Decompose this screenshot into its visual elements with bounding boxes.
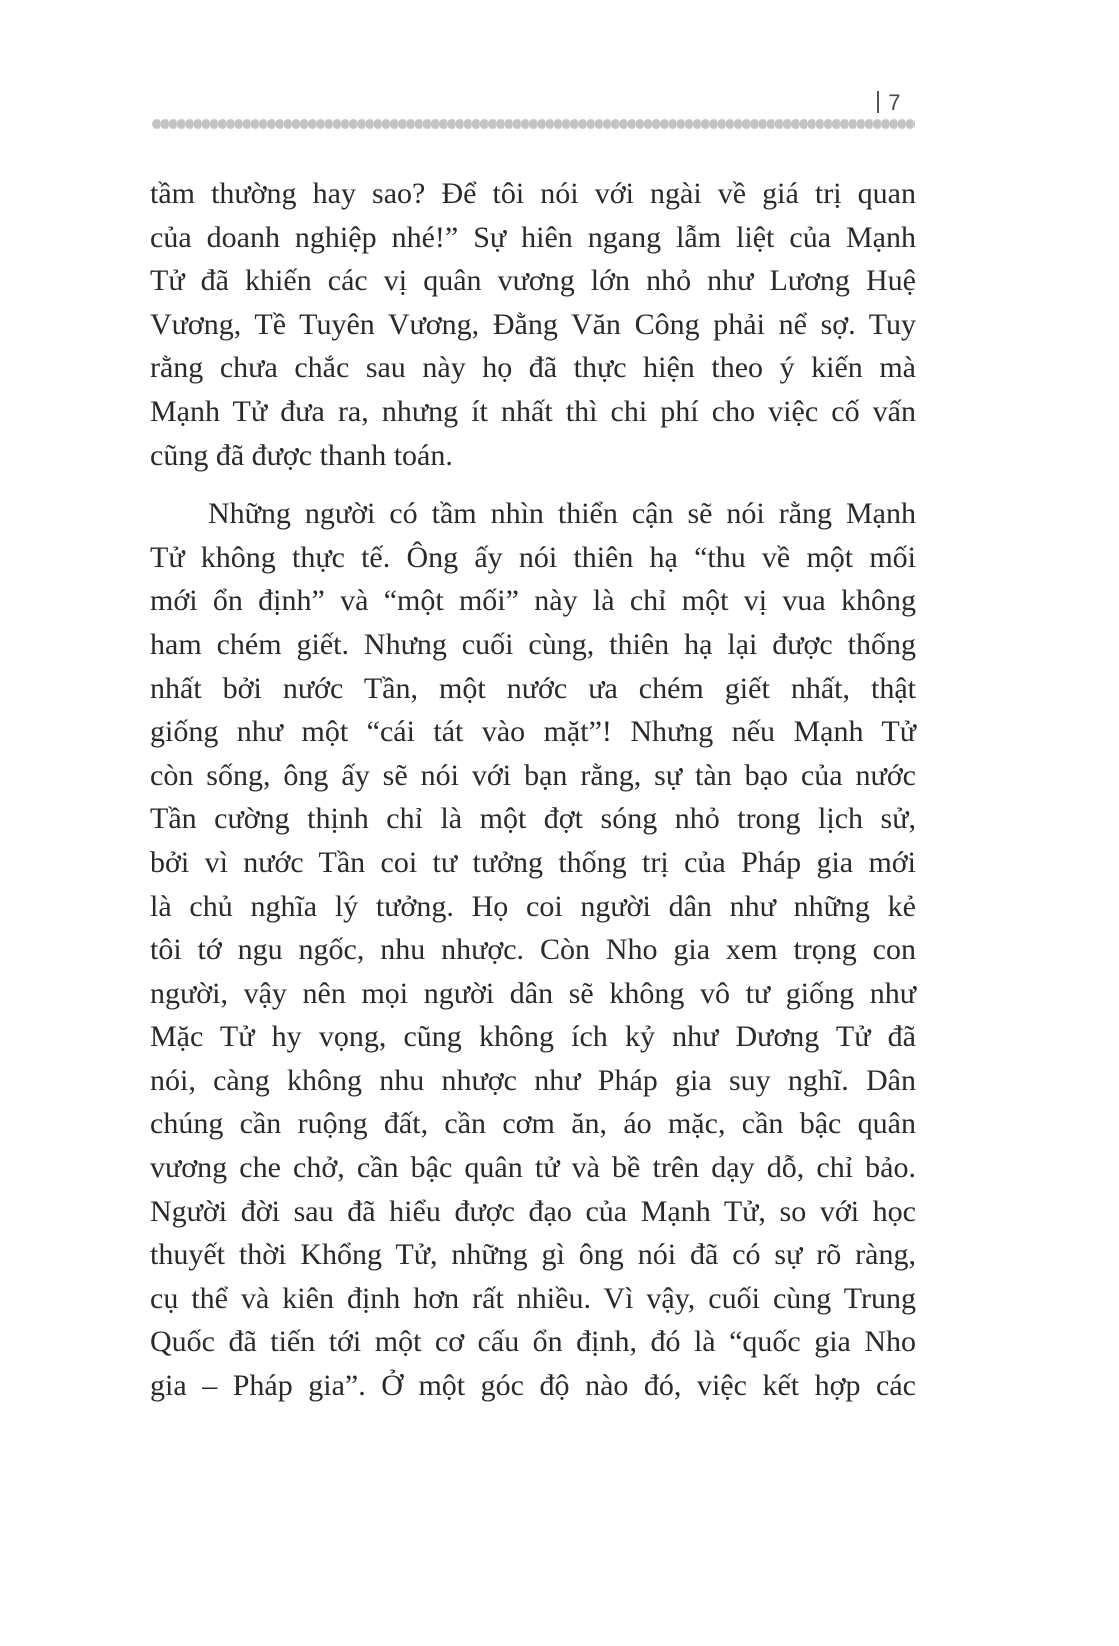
text-line: là chủ nghĩa lý tưởng. Họ coi người dân như những kẻ <box>150 889 916 923</box>
text-line: còn sống, ông ấy sẽ nói với bạn rằng, sự tàn bạo của nước <box>150 758 916 792</box>
text-line: vương che chở, cần bậc quân tử và bề trên dạy dỗ, chỉ bảo. <box>150 1151 916 1185</box>
text-line: bởi vì nước Tần coi tư tưởng thống trị của Pháp gia mới <box>150 845 916 879</box>
dotted-rule <box>152 118 915 130</box>
page-number-value: 7 <box>888 90 901 115</box>
text-line: Tần cường thịnh chỉ là một đợt sóng nhỏ trong lịch sử, <box>150 802 916 836</box>
text-line: nói, càng không nhu nhược như Pháp gia suy nghĩ. Dân <box>150 1063 916 1097</box>
text-line: người, vậy nên mọi người dân sẽ không vô tư giống như <box>150 976 916 1010</box>
text-line: mới ổn định” và “một mối” này là chỉ một vị vua không <box>150 584 916 618</box>
page-number <box>877 90 901 116</box>
text-line: thuyết thời Khổng Tử, những gì ông nói đã có sự rõ ràng, <box>150 1238 916 1272</box>
text-line: Người đời sau đã hiểu được đạo của Mạnh Tử, so với học <box>150 1194 916 1228</box>
text-line: nhất bởi nước Tần, một nước ưa chém giết nhất, thật <box>150 671 916 705</box>
separator-bar <box>877 91 879 113</box>
text-line: Vương, Tề Tuyên Vương, Đằng Văn Công phải nể sợ. Tuy <box>150 307 916 341</box>
text-line: Quốc đã tiến tới một cơ cấu ổn định, đó là “quốc gia Nho <box>150 1325 916 1359</box>
text-line: ham chém giết. Nhưng cuối cùng, thiên hạ lại được thống <box>150 627 916 661</box>
text-line: rằng chưa chắc sau này họ đã thực hiện theo ý kiến mà <box>150 351 916 385</box>
paragraph-2 <box>150 492 916 1407</box>
text-line: cụ thể và kiên định hơn rất nhiều. Vì vậy, cuối cùng Trung <box>150 1281 916 1315</box>
page-header <box>152 88 915 134</box>
text-line: Những người có tầm nhìn thiển cận sẽ nói rằng Mạnh <box>208 497 916 531</box>
text-line: Tử đã khiến các vị quân vương lớn nhỏ như Lương Huệ <box>150 264 916 298</box>
text-line: Mặc Tử hy vọng, cũng không ích kỷ như Dương Tử đã <box>150 1020 916 1054</box>
paragraph-1 <box>150 172 916 477</box>
text-line: tầm thường hay sao? Để tôi nói với ngài về giá trị quan <box>150 177 916 210</box>
text-line: gia – Pháp gia”. Ở một góc độ nào đó, việc kết hợp các <box>150 1369 916 1403</box>
text-line: của doanh nghiệp nhé!” Sự hiên ngang lẫm liệt của Mạnh <box>150 220 916 254</box>
text-line: giống như một “cái tát vào mặt”! Nhưng nếu Mạnh Tử <box>150 715 916 749</box>
text-line: Tử không thực tế. Ông ấy nói thiên hạ “thu về một mối <box>150 540 916 574</box>
body-text <box>150 172 916 1408</box>
text-line: chúng cần ruộng đất, cần cơm ăn, áo mặc, cần bậc quân <box>150 1107 916 1141</box>
text-line: tôi tớ ngu ngốc, nhu nhược. Còn Nho gia xem trọng con <box>150 933 916 967</box>
text-line: cũng đã được thanh toán. <box>150 438 453 472</box>
text-line: Mạnh Tử đưa ra, nhưng ít nhất thì chi phí cho việc cố vấn <box>150 394 916 428</box>
